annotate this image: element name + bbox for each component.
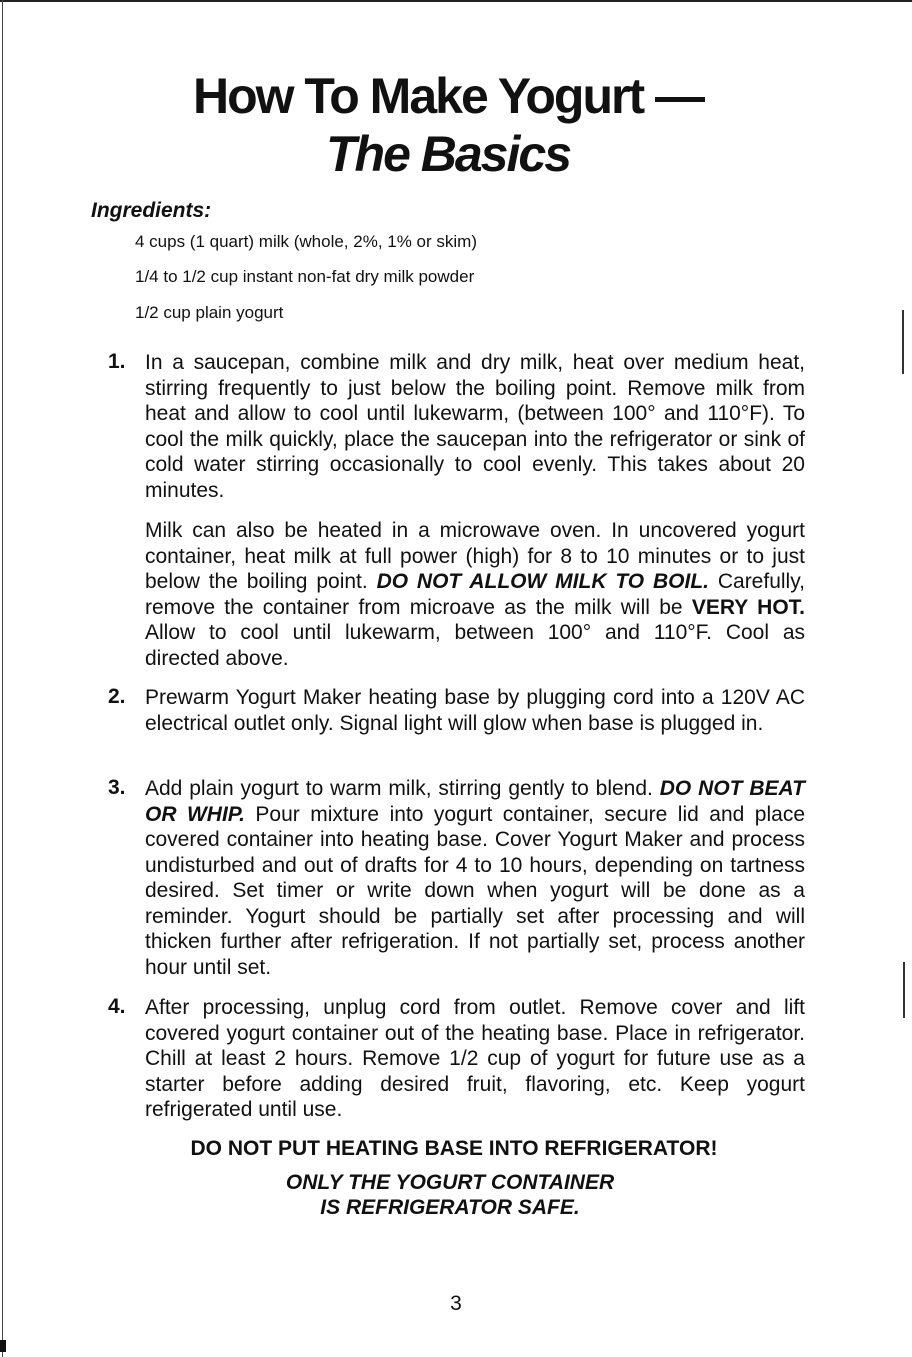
margin-mark	[902, 310, 904, 374]
top-border-line	[0, 0, 912, 2]
warning-heading: DO NOT PUT HEATING BASE INTO REFRIGERATOR!	[190, 1137, 718, 1160]
page-subtitle: The Basics	[325, 126, 570, 182]
text-run: Milk can also be heated in a microwave oven. In uncovered yogurt container, heat milk at full power (high) for 8 to 10 minutes or to just below the boiling point.	[145, 519, 805, 593]
step-3-paragraph	[145, 776, 805, 980]
step-1-paragraph: In a saucepan, combine milk and dry milk, heat over medium heat, stirring frequently to just below the boiling point. Remove milk from heat and allow to cool until lukewarm, (between 100° and 110°F). To cool the milk quickly, place the saucepan into the refrigerator or sink of cold water stirring occasionally to cool evenly. This takes about 20 minutes.	[145, 351, 805, 502]
ingredient-item: 4 cups (1 quart) milk (whole, 2%, 1% or skim)	[135, 232, 477, 251]
ingredient-item: 1/4 to 1/2 cup instant non-fat dry milk powder	[135, 267, 475, 286]
text-run: Pour mixture into yogurt container, secure lid and place covered container into heating base. Cover Yogurt Maker and process undisturbed and out of drafts for 4 to 10 hours, depending on tartness desired. Set timer or write down when yogurt will be done as a reminder. Yogurt should be partially set after processing and will thicken further after refrigeration. If not partially set, process another hour until set.	[145, 802, 805, 979]
step-number: 3.	[108, 776, 126, 799]
warning-subline: IS REFRIGERATOR SAFE.	[320, 1196, 580, 1219]
emphasis-text: DO NOT ALLOW MILK TO BOIL.	[376, 570, 709, 593]
step-1-microwave-paragraph	[145, 518, 805, 671]
step-2-paragraph: Prewarm Yogurt Maker heating base by plugging cord into a 120V AC electrical outlet only. Signal light will glow when base is plugged in.	[145, 686, 805, 735]
ingredients-heading: Ingredients:	[91, 199, 212, 222]
emphasis-text: VERY HOT.	[691, 595, 806, 619]
text-run: Allow to cool until lukewarm, between 100° and 110°F. Cool as directed above.	[145, 621, 805, 670]
warning-subline: ONLY THE YOGURT CONTAINER	[285, 1171, 615, 1194]
text-run: Add plain yogurt to warm milk, stirring gently to blend.	[145, 777, 653, 800]
corner-mark	[0, 1340, 6, 1352]
step-number: 1.	[108, 350, 126, 373]
step-number: 2.	[108, 685, 126, 708]
emphasis-text: DO NOT BEAT OR WHIP.	[145, 777, 805, 826]
margin-mark	[903, 962, 905, 1018]
step-number: 4.	[108, 995, 126, 1018]
page-number: 3	[450, 1292, 462, 1315]
ingredient-item: 1/2 cup plain yogurt	[135, 303, 284, 322]
step-4-paragraph: After processing, unplug cord from outlet. Remove cover and lift covered yogurt container out of the heating base. Place in refrigerator. Chill at least 2 hours. Remove 1/2 cup of yogurt for future use as a starter before adding desired fruit, flavoring, etc. Keep yogurt refrigerated until use.	[145, 996, 805, 1121]
text-run: Carefully, remove the container from microave as the milk will be	[145, 570, 805, 619]
page-title: How To Make Yogurt —	[192, 68, 704, 124]
